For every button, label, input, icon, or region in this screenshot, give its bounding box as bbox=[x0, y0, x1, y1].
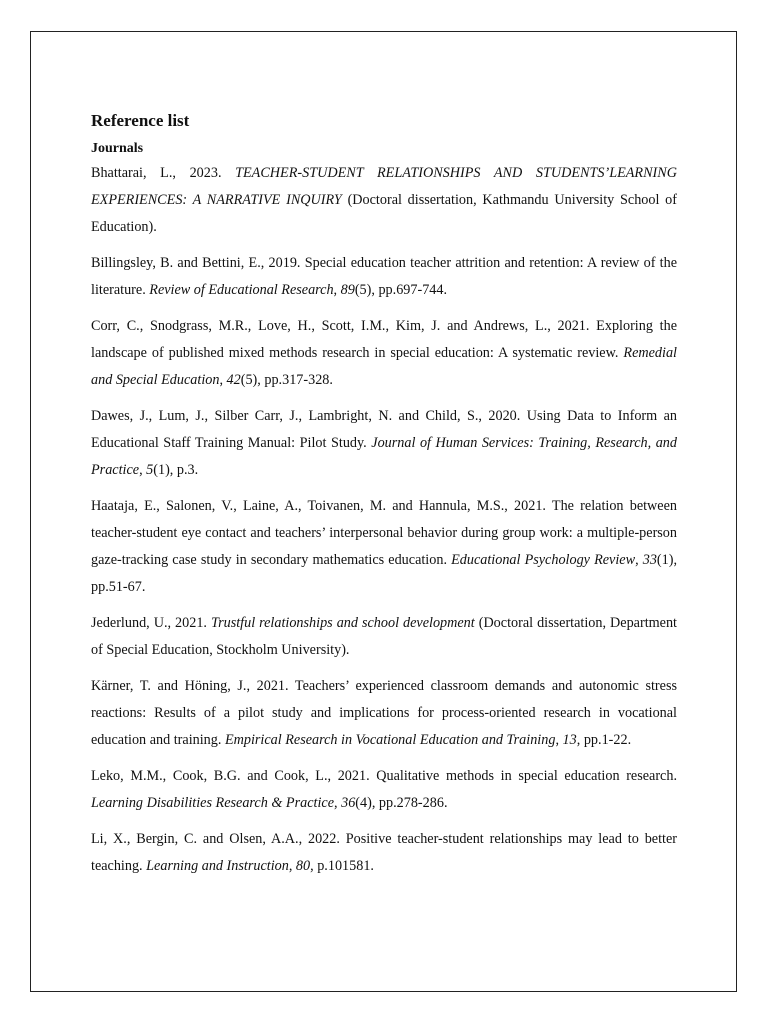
page-content bbox=[91, 110, 677, 889]
reference-separator: , bbox=[555, 732, 563, 748]
reference-details: , pp.1-22. bbox=[576, 732, 632, 748]
reference-separator: , bbox=[288, 858, 296, 874]
reference-details: (5), pp.697-744. bbox=[354, 282, 448, 298]
reference-journal: Journal of Human Services: Training, Research, and Practice bbox=[91, 435, 677, 478]
reference-volume: 42 bbox=[226, 372, 241, 388]
reference-item bbox=[91, 160, 677, 241]
reference-details: (5), pp.317-328. bbox=[240, 372, 333, 388]
reference-item bbox=[91, 313, 677, 394]
reference-journal: Learning and Instruction bbox=[146, 858, 289, 874]
reference-separator: , bbox=[139, 462, 147, 478]
reference-item bbox=[91, 826, 677, 880]
reference-details: , p.101581. bbox=[310, 858, 374, 874]
reference-authors-title: Corr, C., Snodgrass, M.R., Love, H., Scott, I.M., Kim, J. and Andrews, L., 2021. Exploring the landscape of published mixed methods research in special education: A systematic review. bbox=[91, 318, 677, 361]
reference-details: (1), pp.51-67. bbox=[91, 552, 678, 595]
reference-volume: 5 bbox=[146, 462, 154, 478]
reference-details: (Doctoral dissertation, Kathmandu University School of Education). bbox=[91, 192, 677, 235]
reference-authors-title: Dawes, J., Lum, J., Silber Carr, J., Lambright, N. and Child, S., 2020. Using Data to Inform an Educational Staff Training Manual: Pilot Study. bbox=[91, 408, 677, 451]
page-title: Reference list bbox=[91, 111, 190, 130]
reference-separator: , bbox=[219, 372, 227, 388]
document-page bbox=[30, 31, 737, 992]
reference-volume: 13 bbox=[562, 732, 577, 748]
reference-journal: Empirical Research in Vocational Education and Training bbox=[224, 732, 556, 748]
reference-details: (1), p.3. bbox=[153, 462, 199, 478]
reference-separator: , bbox=[334, 795, 342, 811]
section-heading: Journals bbox=[91, 141, 144, 156]
reference-volume: 80 bbox=[295, 858, 311, 874]
reference-title: TEACHER-STUDENT RELATIONSHIPS AND STUDENTS’LEARNING EXPERIENCES: A NARRATIVE INQUIRY bbox=[91, 165, 677, 208]
reference-journal: Review of Educational Research bbox=[149, 282, 334, 298]
reference-volume: 89 bbox=[340, 282, 355, 298]
reference-separator: , bbox=[635, 552, 643, 568]
reference-title: Trustful relationships and school development bbox=[210, 615, 475, 631]
reference-authors-title: Haataja, E., Salonen, V., Laine, A., Toivanen, M. and Hannula, M.S., 2021. The relation between teacher-student eye contact and teachers’ interpersonal behavior during group work: a multiple-person gaze-tracking case study in secondary mathematics education. bbox=[91, 498, 677, 568]
reference-separator: , bbox=[333, 282, 341, 298]
reference-item bbox=[91, 610, 677, 664]
reference-authors-title: Li, X., Bergin, C. and Olsen, A.A., 2022. Positive teacher-student relationships may lead to better teaching. bbox=[91, 831, 677, 874]
reference-authors-title: Leko, M.M., Cook, B.G. and Cook, L., 2021. Qualitative methods in special education research. bbox=[91, 768, 677, 784]
reference-item bbox=[91, 250, 677, 304]
reference-details: (Doctoral dissertation, Department of Special Education, Stockholm University). bbox=[91, 615, 677, 658]
reference-journal: Remedial and Special Education bbox=[91, 345, 677, 388]
reference-volume: 36 bbox=[341, 795, 356, 811]
reference-authors-title: Kärner, T. and Höning, J., 2021. Teachers’ experienced classroom demands and autonomic stress reactions: Results of a pilot study and implications for process-oriented research in vocational education and training. bbox=[91, 678, 677, 748]
reference-volume: 33 bbox=[642, 552, 657, 568]
reference-journal: Learning Disabilities Research & Practice bbox=[91, 795, 334, 811]
reference-item bbox=[91, 403, 677, 484]
reference-authors-year: Bhattarai, L., 2023. bbox=[91, 165, 236, 181]
reference-journal: Educational Psychology Review bbox=[451, 552, 636, 568]
reference-authors-year: Jederlund, U., 2021. bbox=[91, 615, 211, 631]
reference-item bbox=[91, 673, 677, 754]
reference-item bbox=[91, 763, 677, 817]
reference-details: (4), pp.278-286. bbox=[355, 795, 448, 811]
reference-item bbox=[91, 493, 677, 601]
reference-authors-title: Billingsley, B. and Bettini, E., 2019. Special education teacher attrition and retention: A review of the literature. bbox=[91, 255, 677, 298]
